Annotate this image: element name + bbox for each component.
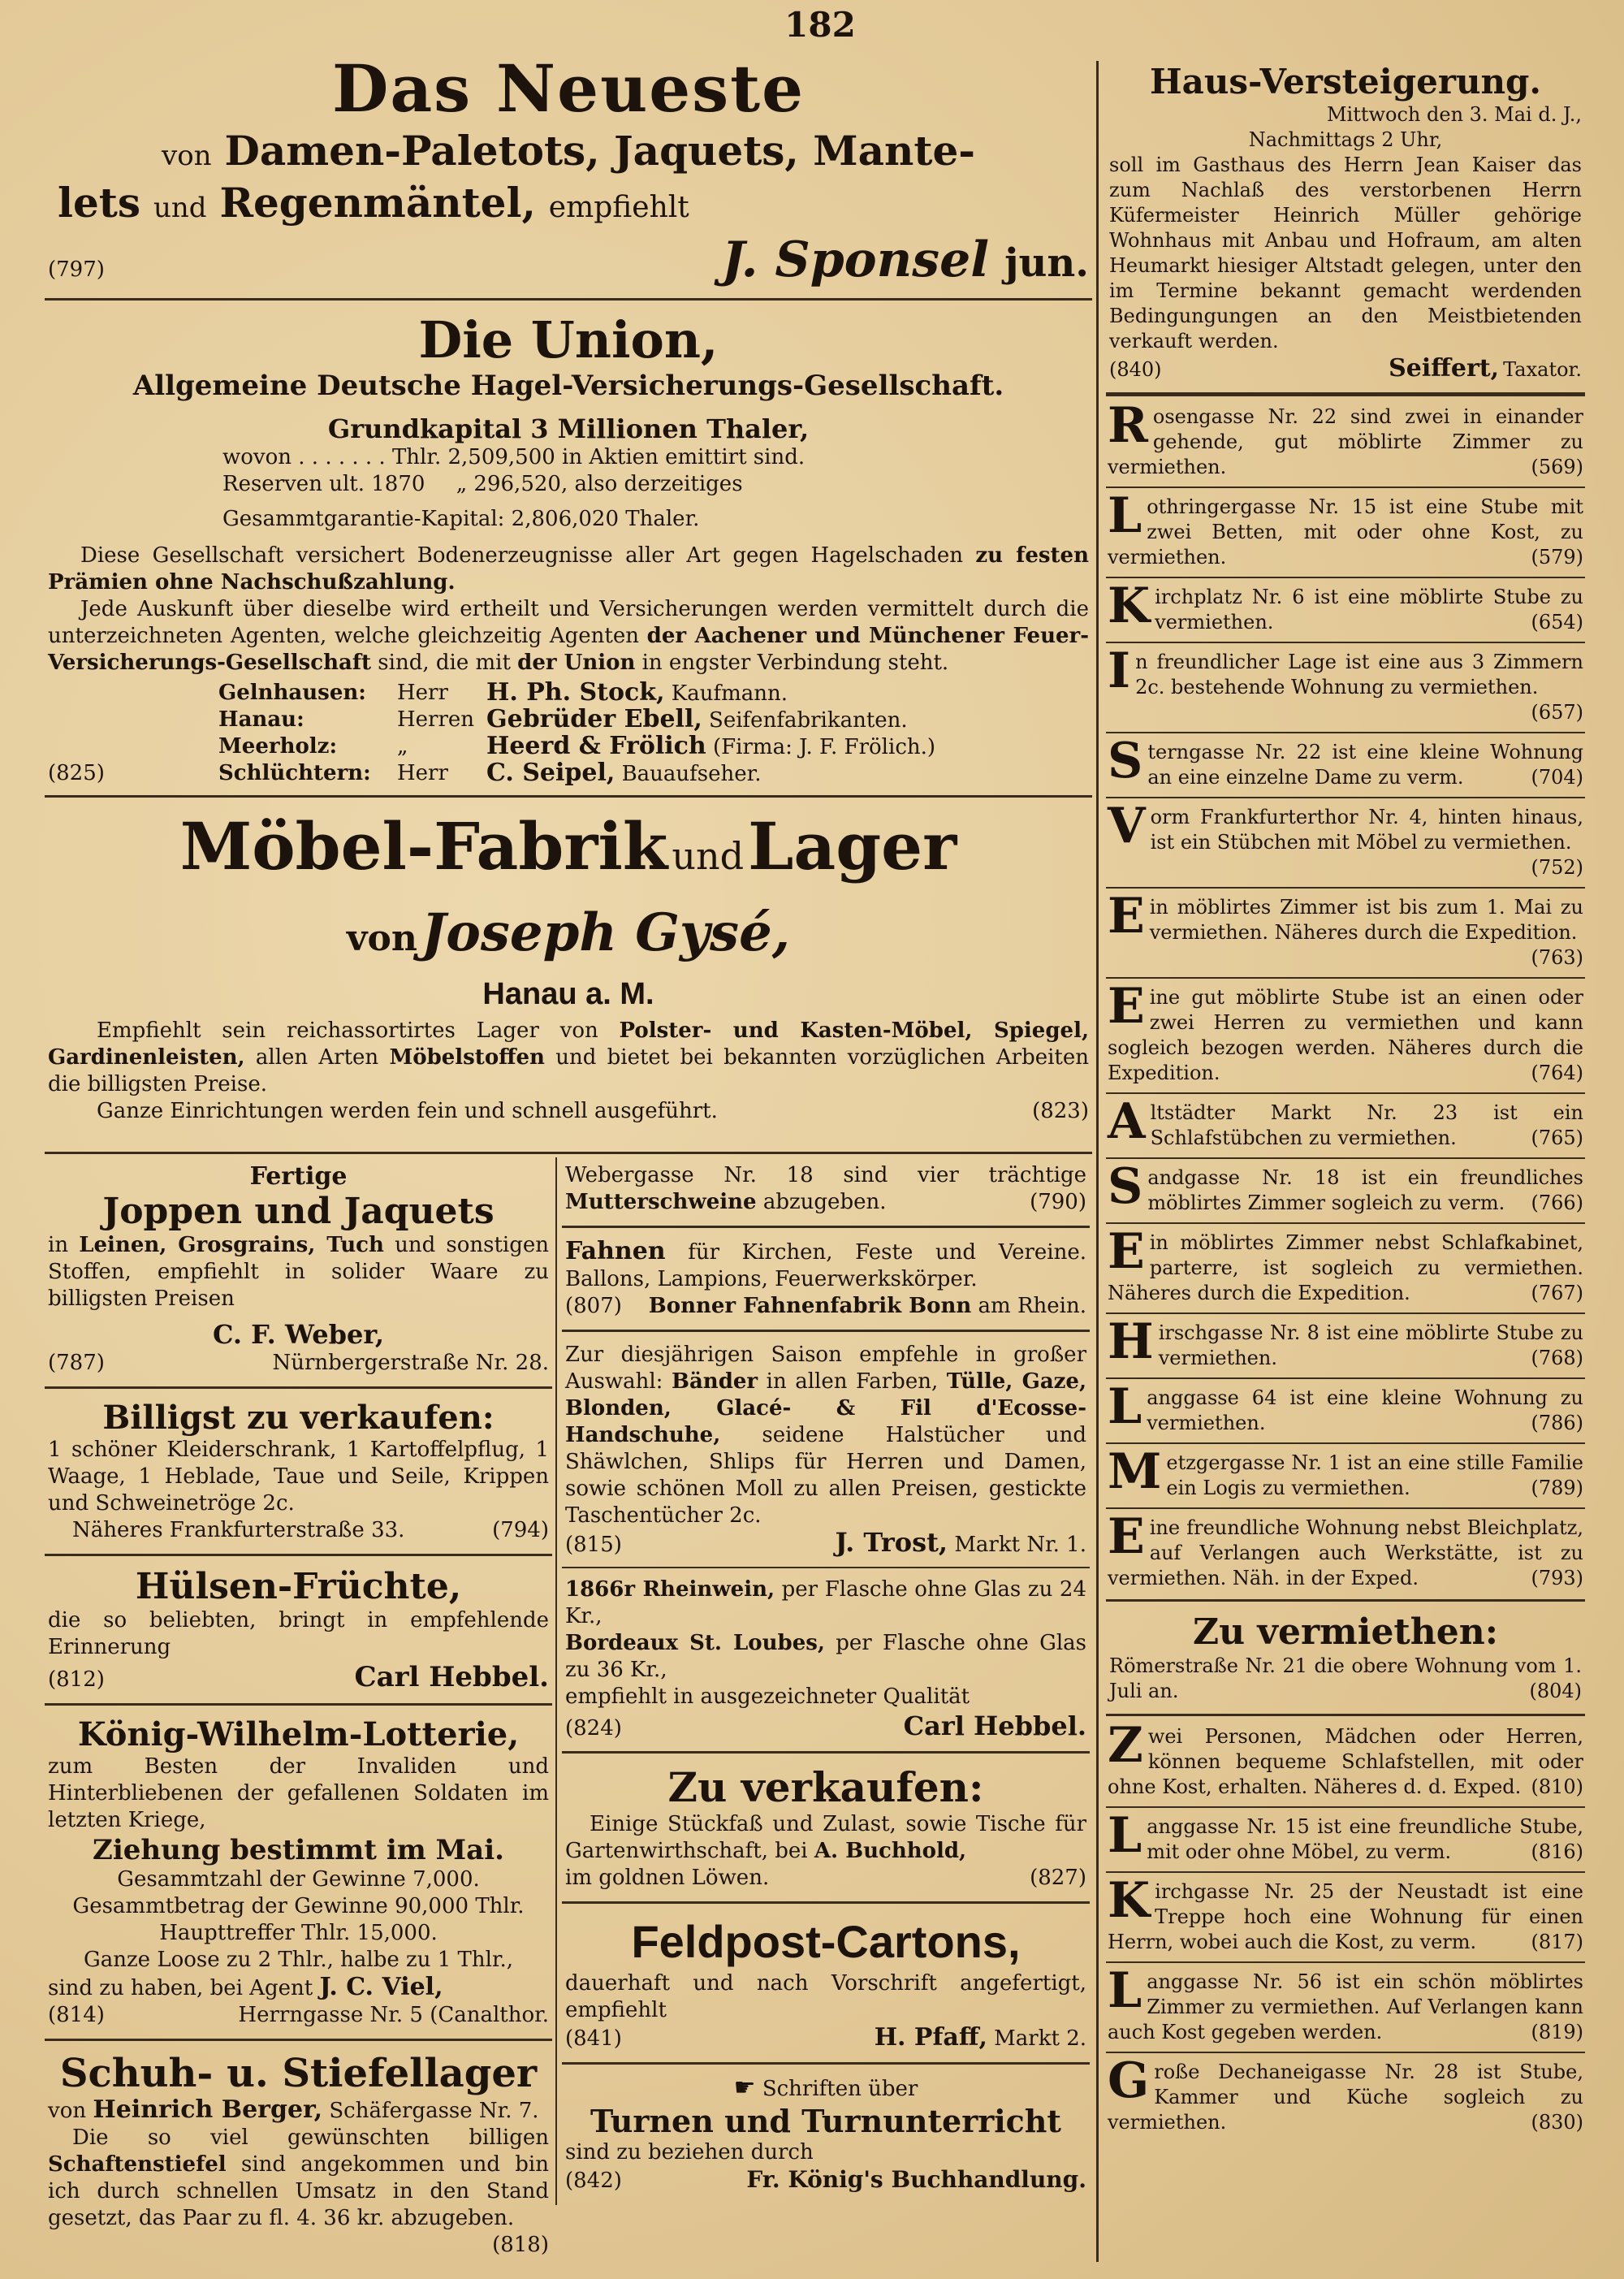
ad-billigst-ref: (794) (492, 1518, 549, 1542)
divider (45, 1386, 552, 1389)
ad-fahnen (562, 1233, 1090, 1325)
ad-neueste-ref: (797) (48, 257, 105, 282)
divider (1106, 1312, 1585, 1314)
ad-lotterie-l5a: sind zu haben, bei Agent (48, 1976, 313, 2000)
ad-feldpost-ref: (841) (565, 2026, 622, 2051)
ad-union-garantie: Gesammtgarantie-Kapital: 2,806,020 Thaler. (222, 507, 700, 531)
ad-schuh-text-b: Schaftenstiefel (48, 2152, 227, 2177)
ad-verkaufen (562, 1758, 1090, 1896)
divider (1106, 1871, 1585, 1873)
list-item: Eine gut möblirte Stube ist an einen oder zwei Herren zu vermiethen und kann sogleich bezogen werden. Näheres durch die Expedition. (764) (1108, 982, 1583, 1084)
pointing-hand-icon: ☛ (733, 2074, 756, 2102)
list-item: Altstädter Markt Nr. 23 ist ein Schlafstübchen zu vermiethen. (765) (1108, 1097, 1583, 1150)
divider (1106, 797, 1585, 798)
ad-fahnen-text-a: Fahnen (565, 1237, 666, 1265)
ad-weber (562, 1157, 1090, 1221)
list-item: Rosengasse Nr. 22 sind zwei in einander gehende, gut möblirte Zimmer zu vermiethen. (569) (1108, 401, 1583, 478)
ad-union-reserven-value: „ 296,520, also derzeitiges (456, 472, 743, 496)
ad-wein (562, 1572, 1090, 1746)
ad-billigst-footer: Näheres Frankfurterstraße 33. (72, 1518, 405, 1542)
ad-haus-ref: (840) (1109, 358, 1162, 381)
ad-schuh (45, 2046, 552, 2257)
ad-joppen-ref: (787) (48, 1351, 105, 1375)
ad-schuh-text-c: sind angekommen und bin ich durch schnellen Umsatz in den Stand gesetzt, das Paar zu fl. 4. 36 kr. abzugeben. (48, 2152, 549, 2230)
ad-weber-text-a: Webergasse Nr. 18 sind vier trächtige (565, 1163, 1086, 1187)
ad-neueste (45, 45, 1092, 293)
agent-row: Meerholz: „ Heerd & Frölich (Firma: J. F. Frölich.) (218, 732, 936, 760)
ad-huelsen-text: die so beliebten, bringt in empfehlende Erinnerung (48, 1608, 549, 1659)
list-item: Kirchplatz Nr. 6 ist eine möblirte Stube zu vermiethen. (654) (1108, 582, 1583, 634)
divider (562, 2062, 1090, 2065)
ad-huelsen-ref: (812) (48, 1667, 105, 1692)
ad-trost-text-e: seidene Halstücher und Shäwlchen, Shlips für Herren und Damen, sowie schönen Moll zu allen Preisen, gestickte Taschentücher 2c. (565, 1423, 1086, 1528)
ad-moebel (45, 802, 1092, 1130)
ad-union (45, 305, 1092, 790)
ad-wein-l1a: 1866r Rheinwein, (565, 1577, 775, 1602)
ad-haus-date: Mittwoch den 3. Mai d. J., (1326, 103, 1582, 126)
right-column (1106, 57, 1585, 2138)
small-ads-list-2 (1106, 1721, 1585, 2138)
ad-verkaufen-text-c: im goldnen Löwen. (565, 1866, 770, 1890)
ad-moebel-ref: (823) (1032, 1099, 1089, 1123)
divider (562, 1226, 1090, 1228)
ad-verkaufen-ref: (827) (1030, 1866, 1086, 1890)
ad-moebel-und: und (672, 834, 745, 878)
divider (1106, 487, 1585, 488)
ad-joppen-text-c: und sonstigen Stoffen, empfiehlt in solider Waare zu billigsten Preisen (48, 1233, 550, 1311)
list-item: In freundlicher Lage ist eine aus 3 Zimmern 2c. bestehende Wohnung zu vermiethen. (657) (1108, 647, 1583, 724)
ad-billigst (45, 1394, 552, 1549)
ad-moebel-text-e: und bietet bei bekannten vorzüglichen Arbeiten die billigsten Preise. (48, 1045, 1090, 1096)
ad-union-para2e: in engster Verbindung steht. (641, 651, 949, 675)
divider (45, 1152, 1092, 1154)
ad-feldpost-title: Feldpost-Cartons, (631, 1916, 1021, 1967)
ad-joppen-title: Joppen und Jaquets (102, 1191, 495, 1232)
divider (562, 1330, 1090, 1332)
ad-feldpost-text: dauerhaft und nach Vorschrift angefertigt, empfiehlt (565, 1971, 1086, 2022)
ad-moebel-title-a: Möbel-Fabrik (179, 808, 668, 884)
divider (45, 2039, 552, 2041)
list-item: Große Dechaneigasse Nr. 28 ist Stube, Kammer und Küche sogleich zu vermiethen. (830) (1108, 2056, 1583, 2134)
ad-trost-text-a: Zur diesjährigen Saison empfehle in großer Auswahl: (565, 1343, 1086, 1394)
ad-neueste-und: und (153, 192, 207, 224)
ad-zu-vermiethen-title: Zu vermiethen: (1193, 1611, 1498, 1653)
ad-weber-ref: (790) (1030, 1190, 1086, 1214)
ad-turnen-ref: (842) (565, 2169, 622, 2193)
ad-moebel-text-c: allen Arten (255, 1045, 379, 1070)
lower-middle-column (562, 1157, 1090, 2199)
ad-lotterie-l1: Gesammtzahl der Gewinne 7,000. (117, 1867, 480, 1892)
ad-union-capital: Grundkapital 3 Millionen Thaler, (327, 413, 810, 444)
ad-joppen-text-b: Leinen, Grosgrains, Tuch (79, 1233, 384, 1257)
ad-billigst-text: 1 schöner Kleiderschrank, 1 Kartoffelpflug, 1 Waage, 1 Heblade, Taue und Seile, Krippen und Schweinetröge 2c. (48, 1438, 549, 1516)
ad-haus-firm: Seiffert, (1389, 354, 1500, 383)
divider (1106, 1599, 1585, 1602)
lower-left-column (45, 1157, 552, 2259)
ad-fahnen-firm: Bonner Fahnenfabrik Bonn (648, 1294, 972, 1318)
ad-moebel-text2: Ganze Einrichtungen werden fein und schnell ausgeführt. (97, 1099, 718, 1123)
ad-turnen-l2: sind zu beziehen durch (565, 2140, 814, 2164)
list-item: Lothringergasse Nr. 15 ist eine Stube mit zwei Betten, mit oder ohne Kost, zu vermiethen. (579) (1108, 491, 1583, 569)
ad-wein-firm: Carl Hebbel. (903, 1710, 1086, 1741)
ad-trost-text-b: Bänder (671, 1369, 758, 1394)
ad-moebel-place: Hanau a. M. (482, 977, 654, 1011)
page-number: 182 (784, 5, 856, 45)
divider (562, 1901, 1090, 1904)
column-divider (1096, 61, 1099, 2262)
divider (1106, 1961, 1585, 1963)
ad-lotterie (45, 1710, 552, 2034)
ad-schuh-title: Schuh- u. Stiefellager (59, 2051, 538, 2096)
ad-moebel-name: Joseph Gysé, (421, 902, 791, 963)
ad-wein-l2b: per Flasche ohne Glas zu 36 Kr., (565, 1631, 1086, 1682)
agent-row: Gelnhausen: Herr H. Ph. Stock, Kaufmann. (218, 678, 788, 707)
ad-huelsen (45, 1561, 552, 1698)
ad-fahnen-firm-tail: am Rhein. (978, 1294, 1086, 1318)
ad-union-subtitle: Allgemeine Deutsche Hagel-Versicherungs-Gesellschaft. (132, 370, 1004, 402)
divider (45, 298, 1092, 301)
divider (1106, 1377, 1585, 1379)
ad-feldpost-firm: H. Pfaff, (874, 2023, 987, 2052)
list-item: Ein möblirtes Zimmer nebst Schlafkabinet, parterre, ist sogleich zu vermiethen. Näheres durch die Expedition. (767) (1108, 1227, 1583, 1304)
ad-huelsen-title: Hülsen-Früchte, (135, 1566, 462, 1607)
ad-feldpost (562, 1909, 1090, 2057)
ad-union-wovon-value: Thlr. 2,509,500 in Aktien emittirt sind. (391, 445, 806, 469)
divider (1106, 642, 1585, 643)
ad-neueste-title: Das Neueste (331, 50, 806, 127)
divider (1106, 1806, 1585, 1808)
list-item: Metzgergasse Nr. 1 ist an eine stille Familie ein Logis zu vermiethen. (789) (1108, 1447, 1583, 1500)
ad-billigst-title: Billigst zu verkaufen: (102, 1399, 495, 1437)
list-item: Zwei Personen, Mädchen oder Herren, können bequeme Schlafstellen, mit oder ohne Kost, erhalten. Näheres d. d. Exped. (810) (1108, 1721, 1583, 1798)
ad-haus-role: Taxator. (1503, 358, 1582, 381)
ad-haus-time: Nachmittags 2 Uhr, (1248, 128, 1443, 151)
ad-schuh-text-a: Die so viel gewünschten billigen (72, 2125, 549, 2150)
divider (1106, 1092, 1585, 1094)
ad-fahnen-ref: (807) (565, 1294, 622, 1318)
list-item: Langgasse Nr. 56 ist ein schön möblirtes Zimmer zu vermiethen. Auf Verlangen kann auch Kost gegeben werden. (819) (1108, 1966, 1583, 2043)
agent-row: Schlüchtern: Herr C. Seipel, Bauaufseher. (218, 759, 762, 787)
ad-joppen-kicker: Fertige (249, 1162, 348, 1191)
ad-trost-ref: (815) (565, 1533, 622, 1557)
ad-lotterie-address: Herrngasse Nr. 5 (Canalthor. (238, 2003, 549, 2027)
ad-fahnen-text-b: für Kirchen, Feste und Vereine. Ballons, Lampions, Feuerwerkskörper. (565, 1240, 1086, 1291)
ad-trost-firm: J. Trost, (835, 1527, 948, 1558)
ad-joppen-address: Nürnbergerstraße Nr. 28. (272, 1351, 549, 1375)
ad-weber-text-c: abzugeben. (762, 1190, 887, 1214)
ad-feldpost-address: Markt 2. (994, 2026, 1086, 2051)
ad-joppen-text-a: in (48, 1233, 69, 1257)
list-item: Eine freundliche Wohnung nebst Bleichplatz, auf Verlangen auch Werkstätte, ist zu vermiethen. Näh. in der Exped. (793) (1108, 1512, 1583, 1589)
ad-neueste-tail: empfiehlt (548, 191, 689, 224)
ad-zu-vermiethen (1106, 1607, 1585, 1709)
ad-neueste-von: von (161, 140, 212, 172)
ad-turnen-l1: Schriften über (762, 2077, 918, 2101)
sub-column-divider (555, 1157, 557, 2205)
ad-neueste-item3: Regenmäntel, (219, 179, 536, 227)
divider (1106, 2052, 1585, 2053)
ad-neueste-items2: lets (58, 179, 141, 227)
ad-wein-l2a: Bordeaux St. Loubes, (565, 1631, 825, 1655)
divider (1106, 1222, 1585, 1224)
ad-union-para1b: zu festen Prämien ohne Nachschußzahlung. (48, 543, 1089, 595)
ad-verkaufen-text-a: Einige Stückfaß und Zulast, sowie Tische für Gartenwirthschaft, bei (565, 1812, 1086, 1863)
ad-moebel-text-d: Möbelstoffen (389, 1045, 545, 1070)
ad-wein-l1b: per Flasche ohne Glas zu 24 Kr., (565, 1577, 1087, 1628)
ad-schuh-ref: (818) (492, 2233, 549, 2257)
divider (1106, 977, 1585, 979)
divider (1106, 1157, 1585, 1159)
ad-lotterie-text: zum Besten der Invaliden und Hinterbliebenen der gefallenen Soldaten im letzten Kriege, (48, 1754, 549, 1832)
ad-verkaufen-title: Zu verkaufen: (667, 1763, 984, 1811)
ad-turnen-firm: Fr. König's Buchhandlung. (746, 2166, 1086, 2193)
ad-zu-vermiethen-ref: (804) (1529, 1680, 1582, 1702)
ad-haus-text: soll im Gasthaus des Herrn Jean Kaiser das zum Nachlaß des verstorbenen Herrn Küfermeister Heinrich Müller gehörige Wohnhaus mit Anbau und Hofraum, am alten Heumarkt hiesiger Altstadt gelegen, unter den im Termine bekannt gemacht werdenden Bedingungungen an den Meistbietenden verkauft werden. (1109, 154, 1582, 352)
list-item: Langgasse 64 ist eine kleine Wohnung zu vermiethen. (786) (1108, 1382, 1583, 1435)
ad-union-reserven-label: Reserven ult. 1870 (222, 472, 425, 496)
ad-union-para2b: der Aachener und Münchener Feuer-Versicherungs-Gesellschaft (48, 624, 1090, 675)
divider (1106, 1714, 1585, 1716)
ad-neueste-firm: J. Sponsel (721, 231, 990, 288)
divider (1106, 577, 1585, 578)
ad-joppen (45, 1157, 552, 1382)
divider (562, 1567, 1090, 1568)
ad-union-para1a: Diese Gesellschaft versichert Bodenerzeugnisse aller Art gegen Hagelschaden (80, 543, 964, 568)
ad-moebel-von: von (346, 918, 417, 959)
list-item: Hirschgasse Nr. 8 ist eine möblirte Stube zu vermiethen. (768) (1108, 1317, 1583, 1370)
ad-moebel-text-b: Polster- und Kasten-Möbel, Spiegel, Gardinenleisten, (48, 1018, 1089, 1070)
ad-trost-text-d: Tülle, Gaze, Blonden, Glacé- & Fil d'Ecosse-Handschuhe, (565, 1369, 1087, 1447)
divider (45, 1703, 552, 1706)
agent-row: Hanau: Herren Gebrüder Ebell, Seifenfabrikanten. (218, 705, 908, 733)
ad-weber-text-b: Mutterschweine (565, 1190, 757, 1214)
list-item: Kirchgasse Nr. 25 der Neustadt ist eine Treppe hoch eine Wohnung für einen Herrn, wobei auch die Kost, zu verm. (817) (1108, 1876, 1583, 1953)
ad-union-ref: (825) (48, 761, 105, 785)
ad-lotterie-title: König-Wilhelm-Lotterie, (77, 1715, 520, 1754)
ad-verkaufen-text-b: A. Buchhold, (814, 1839, 967, 1863)
ad-haus (1106, 57, 1585, 387)
ad-lotterie-ziehung: Ziehung bestimmt im Mai. (93, 1834, 504, 1866)
ad-wein-ref: (824) (565, 1716, 622, 1741)
ad-turnen-title: Turnen und Turnunterricht (590, 2103, 1061, 2139)
divider (1106, 887, 1585, 889)
ad-schuh-address: Schäfergasse Nr. 7. (329, 2099, 539, 2123)
ad-union-title: Die Union, (418, 310, 719, 370)
divider (562, 1751, 1090, 1754)
list-item: Sandgasse Nr. 18 ist ein freundliches möblirtes Zimmer sogleich zu verm. (766) (1108, 1162, 1583, 1215)
ad-trost-address: Markt Nr. 1. (954, 1533, 1086, 1557)
divider (45, 1554, 552, 1556)
ad-union-wovon-label: wovon . . . . . . . (222, 445, 386, 469)
ad-joppen-firm: C. F. Weber, (212, 1319, 385, 1350)
divider (1106, 392, 1585, 396)
divider (1106, 1442, 1585, 1444)
ad-haus-title: Haus-Versteigerung. (1149, 62, 1542, 102)
divider (1106, 1507, 1585, 1509)
ad-wein-l3: empfiehlt in ausgezeichneter Qualität (565, 1684, 970, 1709)
list-item: Ein möblirtes Zimmer ist bis zum 1. Mai zu vermiethen. Näheres durch die Expedition. (763) (1108, 892, 1583, 969)
ad-union-para2d: der Union (517, 651, 636, 675)
left-column (45, 45, 1092, 1130)
ad-neueste-firm-suffix: jun. (1004, 240, 1089, 286)
ad-moebel-text-a: Empfiehlt sein reichassortirtes Lager von (97, 1018, 598, 1043)
ad-schuh-name: Heinrich Berger, (93, 2095, 323, 2124)
list-item: Vorm Frankfurterthor Nr. 4, hinten hinaus, ist ein Stübchen mit Möbel zu vermiethen. (752) (1108, 802, 1583, 879)
ad-lotterie-ref: (814) (48, 2003, 105, 2027)
ad-lotterie-l2: Gesammtbetrag der Gewinne 90,000 Thlr. (72, 1894, 525, 1918)
ad-lotterie-l4: Ganze Loose zu 2 Thlr., halbe zu 1 Thlr., (83, 1948, 514, 1972)
divider (1106, 732, 1585, 733)
ad-zu-vermiethen-text: Römerstraße Nr. 21 die obere Wohnung vom 1. Juli an. (1109, 1654, 1582, 1702)
ad-union-para2c: sind, die mit (378, 651, 511, 675)
small-ads-list (1106, 401, 1585, 1594)
ad-huelsen-firm: Carl Hebbel. (354, 1661, 549, 1693)
ad-schuh-von: von (48, 2099, 87, 2123)
ad-neueste-items1: Damen-Paletots, Jaquets, Mante- (224, 127, 976, 175)
divider (45, 795, 1092, 798)
ad-lotterie-l5b: J. C. Viel, (319, 1973, 443, 2001)
ad-union-para2a: Jede Auskunft über dieselbe wird ertheilt und Versicherungen werden vermittelt durch die unterzeichneten Agenten, welche gleichzeitig Agenten (48, 597, 1089, 648)
list-item: Sterngasse Nr. 22 ist eine kleine Wohnung an eine einzelne Dame zu verm. (704) (1108, 737, 1583, 789)
list-item: Langgasse Nr. 15 ist eine freundliche Stube, mit oder ohne Möbel, zu verm. (816) (1108, 1811, 1583, 1864)
ad-trost (562, 1337, 1090, 1563)
ad-moebel-title-b: Lager (748, 808, 957, 884)
ad-lotterie-l3: Haupttreffer Thlr. 15,000. (159, 1921, 438, 1945)
ad-trost-text-c: in allen Farben, (766, 1369, 939, 1394)
ad-turnen (562, 2069, 1090, 2199)
